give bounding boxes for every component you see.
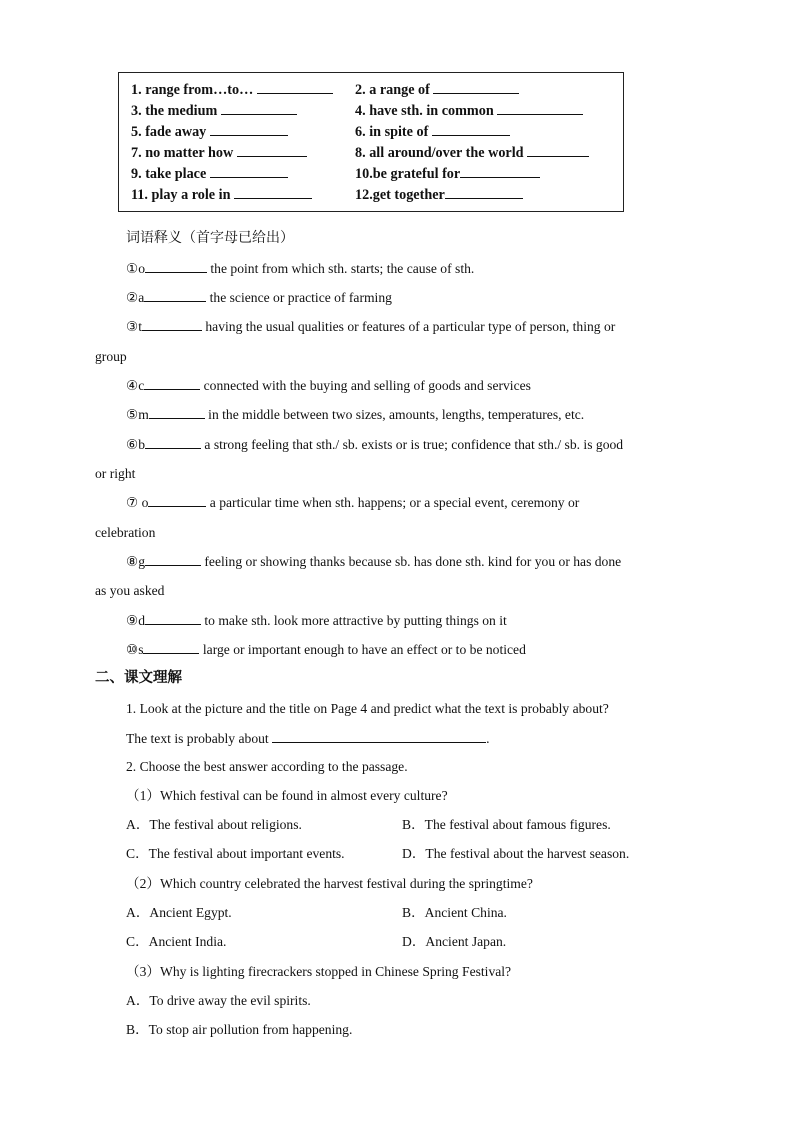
vocab-item-continuation: group [95,349,127,364]
answer-blank[interactable] [144,288,206,302]
answer-blank[interactable] [210,164,288,178]
mcq-option[interactable]: C．Ancient India. [126,934,227,949]
answer-blank[interactable] [432,122,510,136]
vocab-heading: 词语释义（首字母已给出） [126,230,294,246]
answer-blank[interactable] [149,405,205,419]
phrase-item: 7. no matter how [131,143,307,162]
phrase-item: 10.be grateful for [355,164,540,183]
vocab-item-continuation: celebration [95,525,156,540]
mcq-option[interactable]: C．The festival about important events. [126,846,345,861]
phrase-item: 1. range from…to… [131,80,333,99]
vocab-item: ④c connected with the buying and selling of goods and services [126,378,531,393]
answer-blank[interactable] [148,493,206,507]
answer-blank[interactable] [144,376,200,390]
mcq-option[interactable]: D．Ancient Japan. [402,934,507,949]
answer-blank[interactable] [145,552,201,566]
answer-blank[interactable] [237,143,307,157]
vocab-item: ⑦ o a particular time when sth. happens; or a special event, ceremony or [126,495,580,510]
answer-blank[interactable] [234,185,312,199]
mcq-option[interactable]: B．The festival about famous figures. [402,817,611,832]
mcq-option[interactable]: B．To stop air pollution from happening. [126,1022,353,1037]
vocab-item-continuation: as you asked [95,583,165,598]
phrase-table [118,72,624,212]
answer-blank[interactable] [460,164,540,178]
phrase-item: 8. all around/over the world [355,143,589,162]
section-heading: 二、课文理解 [95,670,182,686]
mcq-option[interactable]: A．The festival about religions. [126,817,302,832]
mcq-option[interactable]: D．The festival about the harvest season. [402,846,630,861]
vocab-item: ⑨d to make sth. look more attractive by putting things on it [126,613,507,628]
question-prompt: 1. Look at the picture and the title on Page 4 and predict what the text is probably about? [126,701,609,716]
answer-blank[interactable] [145,435,201,449]
vocab-item: ⑤m in the middle between two sizes, amounts, lengths, temperatures, etc. [126,407,585,422]
phrase-item: 2. a range of [355,80,519,99]
vocab-item: ⑧g feeling or showing thanks because sb. has done sth. kind for you or has done [126,554,622,569]
mcq-option[interactable]: B．Ancient China. [402,905,507,920]
mcq-stem: （1）Which festival can be found in almost every culture? [126,788,448,803]
answer-blank[interactable] [221,101,297,115]
phrase-item: 4. have sth. in common [355,101,583,120]
mcq-option[interactable]: A．Ancient Egypt. [126,905,232,920]
answer-blank[interactable] [497,101,583,115]
answer-blank[interactable] [143,640,199,654]
vocab-item-continuation: or right [95,466,136,481]
answer-blank[interactable] [210,122,288,136]
answer-blank[interactable] [445,185,523,199]
answer-blank[interactable] [433,80,519,94]
vocab-item: ②a the science or practice of farming [126,290,392,305]
vocab-item: ③t having the usual qualities or features of a particular type of person, thing or [126,319,616,334]
question-prompt: 2. Choose the best answer according to the passage. [126,759,408,774]
vocab-item: ⑥b a strong feeling that sth./ sb. exists or is true; confidence that sth./ sb. is good [126,437,624,452]
answer-blank[interactable] [272,729,486,743]
answer-blank[interactable] [142,317,202,331]
mcq-stem: （3）Why is lighting firecrackers stopped in Chinese Spring Festival? [126,964,512,979]
phrase-item: 6. in spite of [355,122,510,141]
vocab-item: ⑩s large or important enough to have an effect or to be noticed [126,642,526,657]
phrase-item: 9. take place [131,164,288,183]
answer-blank[interactable] [145,611,201,625]
answer-blank[interactable] [527,143,589,157]
mcq-stem: （2）Which country celebrated the harvest festival during the springtime? [126,876,533,891]
vocab-item: ①o the point from which sth. starts; the cause of sth. [126,261,475,276]
phrase-item: 3. the medium [131,101,297,120]
phrase-item: 11. play a role in [131,185,312,204]
answer-blank[interactable] [145,259,207,273]
answer-blank[interactable] [257,80,333,94]
phrase-item: 12.get together [355,185,523,204]
answer-line: The text is probably about . [126,731,490,746]
mcq-option[interactable]: A．To drive away the evil spirits. [126,993,311,1008]
phrase-item: 5. fade away [131,122,288,141]
